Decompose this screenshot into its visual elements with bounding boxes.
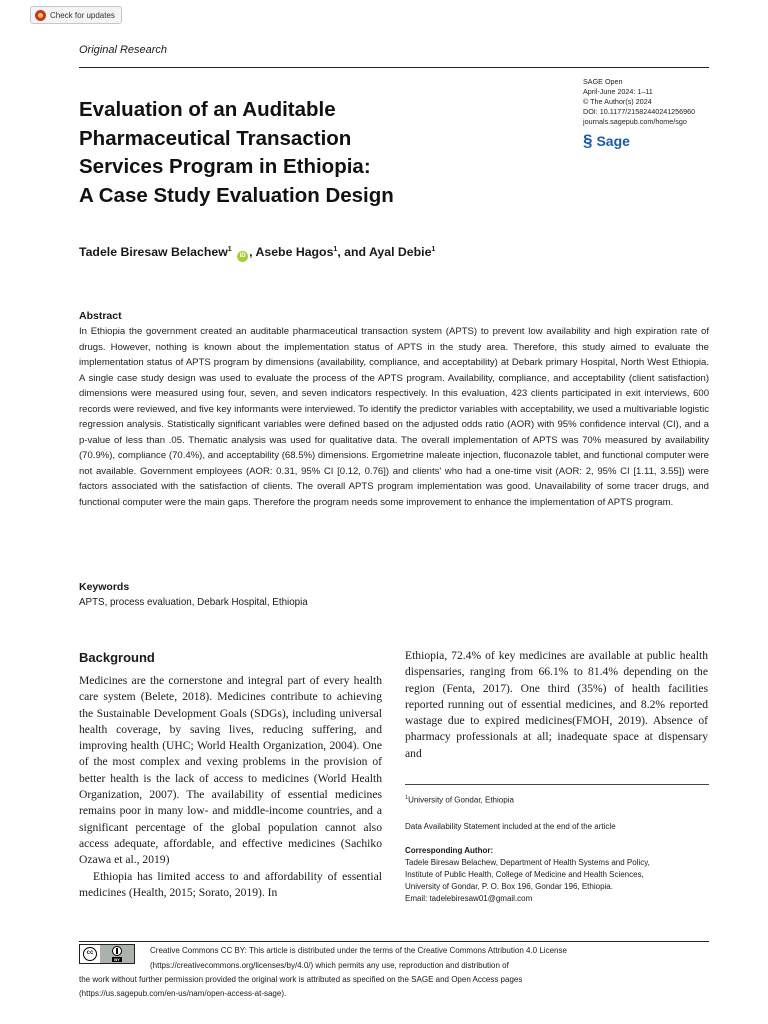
sage-wordmark: Sage xyxy=(596,133,630,149)
title-line: Evaluation of an Auditable xyxy=(79,98,336,121)
corresponding-author-line: Institute of Public Health, College of Medicine and Health Sciences, xyxy=(405,870,644,879)
author-list xyxy=(79,245,435,262)
title-line: Pharmaceutical Transaction xyxy=(79,126,352,150)
by-label: BY xyxy=(114,957,120,962)
corresponding-author-line: Tadele Biresaw Belachew, Department of Health Systems and Policy, xyxy=(405,858,650,867)
check-for-updates-button[interactable] xyxy=(30,6,122,24)
body-paragraph: Ethiopia, 72.4% of key medicines are available at public health dispensaries, ranging from 66.1% to 81.4% depending on the region (Fenta, 2017). One third (35%) of health facilities reported running out of essential medicines, and 8.2% reported wastage due to expired medicines(FMOH, 2019). Absence of pharmacy professionals at all; inadequate space at dispensary and xyxy=(405,649,708,760)
by-icon xyxy=(100,946,134,962)
corresponding-author-heading: Corresponding Author: xyxy=(405,846,494,855)
corresponding-author-line: University of Gondar, P. O. Box 196, Gondar 196, Ethiopia. xyxy=(405,882,613,891)
section-label: Original Research xyxy=(79,44,168,56)
keywords-list: APTS, process evaluation, Debark Hospital, Ethiopia xyxy=(79,597,308,608)
author-affiliation-mark: 1 xyxy=(333,245,338,253)
keywords-heading: Keywords xyxy=(79,581,130,593)
author-affiliation-mark: 1 xyxy=(227,245,232,253)
header-divider xyxy=(79,67,709,68)
check-for-updates-label: Check for updates xyxy=(50,10,115,20)
sage-logo xyxy=(583,132,630,150)
license-divider xyxy=(79,941,709,942)
article-title xyxy=(79,96,499,210)
author-affiliation-mark: 1 xyxy=(431,245,436,253)
author-name: Ayal Debie xyxy=(368,245,432,259)
journal-copyright: © The Author(s) 2024 xyxy=(583,97,652,106)
person-icon xyxy=(112,946,122,956)
author-separator: , xyxy=(249,245,256,259)
body-paragraph: Medicines are the cornerstone and integral part of every health care system (Belete, 2018). Medicines contribute to achieving the Sustainable Development Goals (SDGs), including universal health coverage, by saving lives, reducing suffering, and improving health (UHC; World Health Organization, 2004). One of the most complex and vexing problems in the provision of better health is the lack of access to medicines (World Health Organization, 2007). The availability of essential medicines remains poor in many low- and middle-income countries, and a significant percentage of the global population cannot also access adequate, affordable, and effective medicines (Sachiko Ozawa et al., 2019) xyxy=(79,674,382,867)
title-line: A Case Study Evaluation Design xyxy=(79,183,394,207)
check-updates-icon xyxy=(35,10,46,21)
license-url-line[interactable]: (https://creativecommons.org/licenses/by/4.0/) which permits any use, reproduction and distribution of xyxy=(150,961,509,970)
body-paragraph: Ethiopia has limited access to and affordability of essential medicines (Health, 2015; Sorato, 2019). In xyxy=(79,869,382,899)
background-heading: Background xyxy=(79,650,155,665)
data-availability-statement: Data Availability Statement included at the end of the article xyxy=(405,822,616,831)
cc-by-badge[interactable] xyxy=(79,944,135,964)
footnote-divider xyxy=(405,784,709,785)
journal-issue: April-June 2024: 1–11 xyxy=(583,87,653,96)
body-column-right xyxy=(405,648,708,762)
orcid-icon[interactable]: iD xyxy=(237,251,248,262)
abstract-body: In Ethiopia the government created an auditable pharmaceutical transaction system (APTS) to prevent low availability and high expiration rate of drugs. However, nothing is known about the implementation status of APTS in the study area. Therefore, this study aimed to evaluate the implementation status of APTS program by dimensions (availability, compliance, and acceptability) at Debark primary Hospital, North West Ethiopia. A single case study design was used to evaluate the process of the APTS program. Availability, compliance, and acceptability (client satisfaction) dimensions were measured using four, seven, and seven indicators respectively. In this evaluation, 423 clients participated in exit interviews, 600 records were reviewed, and five key informants were interviewed. To identify the predictor variables with acceptability, we used a multivariable logistic regression analysis. Statistically significant variables were defined based on the adjusted odds ratio (AOR) with 95% confidence interval (CI), and a p-value of less than .05. Thematic analysis was used for qualitative data. The overall implementation of APTS was 70% measured by availability (70.9%), compliance (70.4%), and acceptability (68.5%) dimensions. Ergometrine maleate injection, fluconazole tablet, and functional computer were not available. Government employees (AOR: 0.31, 95% CI [0.12, 0.76]) and clients' who had a one-time visit (AOR: 2, 95% CI [1.11, 3.55]) were factors associated with the satisfaction of clients. The overall APTS program implementation was good. Unavailability of some tracer drugs, and functional computer were the main gaps. Therefore the program needs some improvement to enhance the implementation of APTS program. xyxy=(79,326,709,508)
journal-name: SAGE Open xyxy=(583,77,623,86)
journal-meta xyxy=(583,77,695,127)
body-column-left xyxy=(79,673,382,901)
sage-s-icon: § xyxy=(583,131,593,150)
affiliation-text: University of Gondar, Ethiopia xyxy=(408,795,514,805)
journal-doi[interactable]: DOI: 10.1177/21582440241256960 xyxy=(583,107,696,116)
journal-url[interactable]: journals.sagepub.com/home/sgo xyxy=(583,117,687,126)
corresponding-author-email[interactable]: Email: tadelebiresaw01@gmail.com xyxy=(405,894,533,903)
affiliation-footnote xyxy=(405,795,514,805)
author-name: Tadele Biresaw Belachew xyxy=(79,245,228,259)
author-name: Asebe Hagos xyxy=(255,245,334,259)
affiliation-number: 1 xyxy=(405,795,409,801)
cc-icon xyxy=(80,945,100,963)
abstract-heading: Abstract xyxy=(79,310,122,322)
license-text-line: the work without further permission provided the original work is attributed as specified on the SAGE and Open Access pages xyxy=(79,975,523,984)
author-separator: , and xyxy=(337,245,369,259)
cc-circle-label: cc xyxy=(83,947,97,961)
license-text-line: Creative Commons CC BY: This article is distributed under the terms of the Creative Commons Attribution 4.0 License xyxy=(150,946,567,955)
license-url-line[interactable]: (https://us.sagepub.com/en-us/nam/open-access-at-sage). xyxy=(79,989,287,998)
title-line: Services Program in Ethiopia: xyxy=(79,155,371,178)
corresponding-author xyxy=(405,845,710,905)
